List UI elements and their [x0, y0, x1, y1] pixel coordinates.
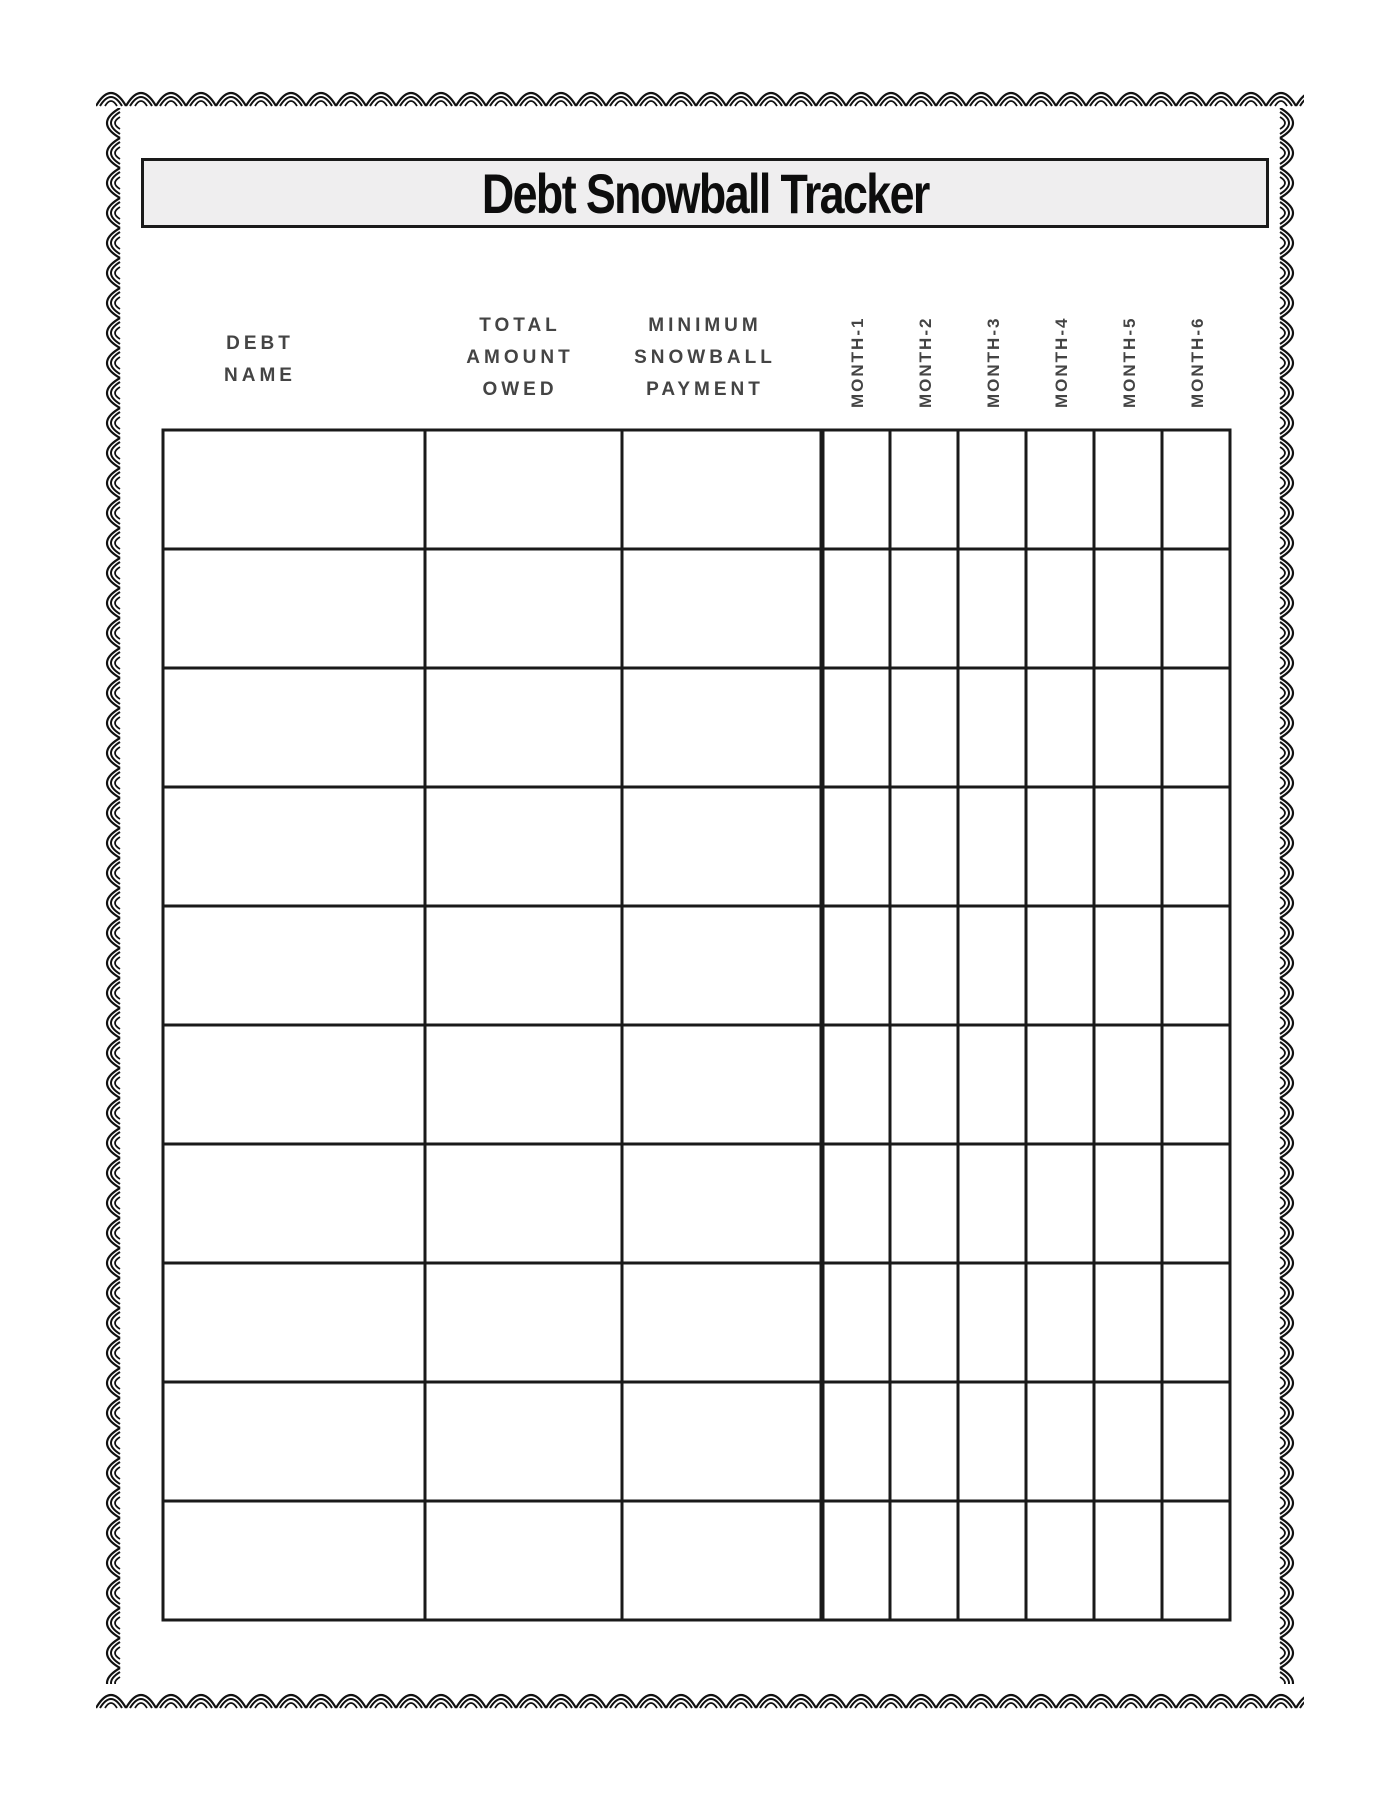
- table-cell[interactable]: [1162, 1263, 1230, 1382]
- table-cell[interactable]: [425, 1025, 622, 1144]
- table-cell[interactable]: [1094, 906, 1162, 1025]
- table-cell[interactable]: [822, 668, 890, 787]
- table-cell[interactable]: [1094, 787, 1162, 906]
- table-cell[interactable]: [822, 906, 890, 1025]
- header-line: DEBT: [226, 333, 294, 354]
- table-cell[interactable]: [958, 668, 1026, 787]
- table-cell[interactable]: [1026, 1144, 1094, 1263]
- table-cell[interactable]: [822, 1263, 890, 1382]
- table-cell[interactable]: [163, 668, 425, 787]
- table-cell[interactable]: [1026, 1263, 1094, 1382]
- month-label: MONTH-2: [916, 316, 935, 408]
- table-cell[interactable]: [822, 787, 890, 906]
- table-cell[interactable]: [958, 906, 1026, 1025]
- table-cell[interactable]: [1026, 430, 1094, 549]
- table-cell[interactable]: [425, 906, 622, 1025]
- table-cell[interactable]: [958, 1501, 1026, 1620]
- table-cell[interactable]: [1162, 906, 1230, 1025]
- table-cell[interactable]: [1026, 1501, 1094, 1620]
- table-cell[interactable]: [622, 906, 822, 1025]
- table-cell[interactable]: [425, 787, 622, 906]
- table-cell[interactable]: [958, 1382, 1026, 1501]
- table-cell[interactable]: [890, 787, 958, 906]
- table-cell[interactable]: [890, 668, 958, 787]
- table-cell[interactable]: [1162, 430, 1230, 549]
- table-cell[interactable]: [1162, 549, 1230, 668]
- table-cell[interactable]: [1094, 1501, 1162, 1620]
- table-cell[interactable]: [622, 668, 822, 787]
- page-title: Debt Snowball Tracker: [481, 161, 929, 225]
- table-cell[interactable]: [622, 1263, 822, 1382]
- table-cell[interactable]: [622, 1501, 822, 1620]
- table-cell[interactable]: [622, 1025, 822, 1144]
- table-cell[interactable]: [1094, 1025, 1162, 1144]
- table-cell[interactable]: [958, 1263, 1026, 1382]
- table-cell[interactable]: [425, 1144, 622, 1263]
- table-cell[interactable]: [1094, 1144, 1162, 1263]
- table-cell[interactable]: [1094, 549, 1162, 668]
- table-cell[interactable]: [163, 1144, 425, 1263]
- header-line: MINIMUM: [648, 315, 762, 336]
- table-cell[interactable]: [1026, 906, 1094, 1025]
- table-cell[interactable]: [1094, 1382, 1162, 1501]
- table-cell[interactable]: [163, 1025, 425, 1144]
- table-cell[interactable]: [163, 787, 425, 906]
- header-line: NAME: [224, 365, 296, 386]
- table-cell[interactable]: [622, 549, 822, 668]
- table-cell[interactable]: [958, 1144, 1026, 1263]
- table-cell[interactable]: [958, 430, 1026, 549]
- table-cell[interactable]: [890, 1144, 958, 1263]
- table-cell[interactable]: [163, 906, 425, 1025]
- table-cell[interactable]: [890, 430, 958, 549]
- table-cell[interactable]: [1162, 1382, 1230, 1501]
- table-cell[interactable]: [1162, 668, 1230, 787]
- table-cell[interactable]: [163, 1382, 425, 1501]
- table-cell[interactable]: [822, 430, 890, 549]
- table-cell[interactable]: [163, 549, 425, 668]
- month-label: MONTH-1: [848, 316, 867, 408]
- table-cell[interactable]: [622, 1382, 822, 1501]
- table-cell[interactable]: [890, 1263, 958, 1382]
- table-cell[interactable]: [890, 1025, 958, 1144]
- table-cell[interactable]: [1094, 430, 1162, 549]
- table-cell[interactable]: [890, 1382, 958, 1501]
- month-label: MONTH-4: [1052, 316, 1071, 408]
- table-cell[interactable]: [163, 1501, 425, 1620]
- table-cell[interactable]: [163, 1263, 425, 1382]
- table-cell[interactable]: [1162, 1025, 1230, 1144]
- table-cell[interactable]: [425, 430, 622, 549]
- table-cell[interactable]: [425, 1263, 622, 1382]
- table-cell[interactable]: [822, 549, 890, 668]
- table-cell[interactable]: [822, 1025, 890, 1144]
- header-line: AMOUNT: [466, 347, 574, 368]
- table-cell[interactable]: [1026, 668, 1094, 787]
- table-cell[interactable]: [822, 1144, 890, 1263]
- month-label: MONTH-5: [1120, 316, 1139, 408]
- table-cell[interactable]: [1162, 787, 1230, 906]
- header-line: SNOWBALL: [634, 347, 776, 368]
- table-cell[interactable]: [1026, 1025, 1094, 1144]
- table-cell[interactable]: [958, 549, 1026, 668]
- table-cell[interactable]: [622, 787, 822, 906]
- table-cell[interactable]: [822, 1501, 890, 1620]
- table-cell[interactable]: [425, 668, 622, 787]
- table-cell[interactable]: [1162, 1144, 1230, 1263]
- table-cell[interactable]: [890, 1501, 958, 1620]
- table-cell[interactable]: [958, 1025, 1026, 1144]
- month-label: MONTH-6: [1188, 316, 1207, 408]
- table-cell[interactable]: [890, 906, 958, 1025]
- table-cell[interactable]: [1026, 549, 1094, 668]
- header-line: PAYMENT: [646, 379, 764, 400]
- month-label: MONTH-3: [984, 316, 1003, 408]
- table-cell[interactable]: [1026, 1382, 1094, 1501]
- table-cell[interactable]: [1094, 668, 1162, 787]
- table-cell[interactable]: [822, 1382, 890, 1501]
- table-cell[interactable]: [425, 1382, 622, 1501]
- header-line: TOTAL: [479, 315, 561, 336]
- table-cell[interactable]: [163, 430, 425, 549]
- table-cell[interactable]: [890, 549, 958, 668]
- table-cell[interactable]: [425, 549, 622, 668]
- table-cell[interactable]: [425, 1501, 622, 1620]
- table-cell[interactable]: [958, 787, 1026, 906]
- table-cell[interactable]: [1162, 1501, 1230, 1620]
- table-cell[interactable]: [1026, 787, 1094, 906]
- table-cell[interactable]: [622, 1144, 822, 1263]
- table-cell[interactable]: [1094, 1263, 1162, 1382]
- table-cell[interactable]: [622, 430, 822, 549]
- header-line: OWED: [482, 379, 558, 400]
